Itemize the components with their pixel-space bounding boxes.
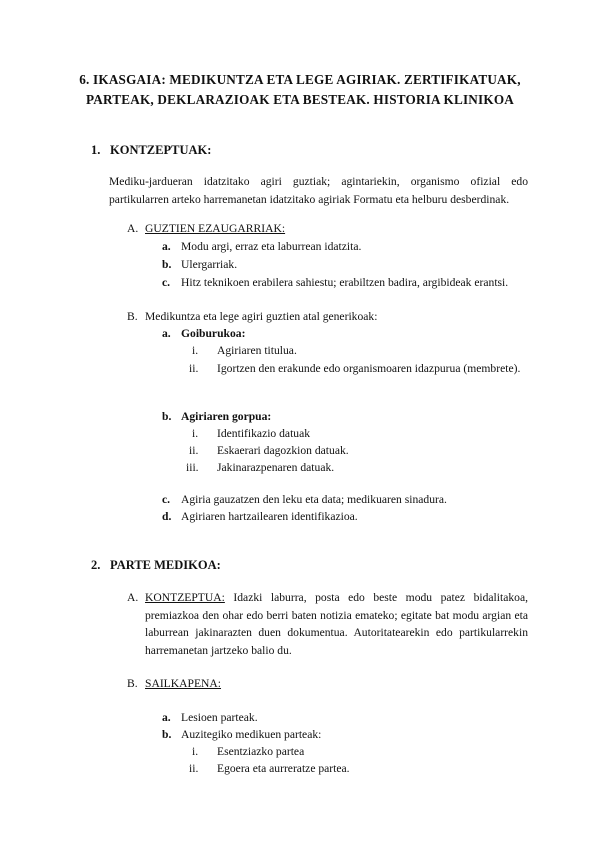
section-2-number: 2. [91, 558, 101, 572]
list-marker: d. [162, 510, 172, 523]
list-item: Agiriaren hartzailearen identifikazioa. [181, 510, 358, 523]
list-marker: b. [162, 728, 172, 741]
list-item: Agiria gauzatzen den leku eta data; medikuaren sinadura. [181, 493, 447, 506]
list-item: Modu argi, erraz eta laburrean idatzita. [181, 240, 362, 253]
section-2-heading: PARTE MEDIKOA: [110, 558, 221, 572]
list-marker: c. [162, 276, 171, 289]
list-item: Hitz teknikoen erabilera sahiestu; erabiltzen badira, argibideak erantsi. [181, 276, 509, 289]
section-1-a-heading: GUZTIEN EZAUGARRIAK: [145, 222, 286, 235]
subsection-heading: Agiriaren gorpua: [181, 410, 272, 423]
roman-marker: i. [192, 427, 199, 440]
section-2-a-heading: KONTZEPTUA: [145, 591, 225, 604]
section-1-b-heading: Medikuntza eta lege agiri guztien atal generikoak: [145, 310, 378, 323]
section-2-b-marker: B. [127, 677, 138, 690]
list-marker: b. [162, 410, 172, 423]
subsection-heading: Goiburukoa: [181, 327, 246, 340]
list-item: Eskaerari dagozkion datuak. [217, 444, 349, 457]
roman-marker: iii. [186, 461, 199, 474]
list-item: Identifikazio datuak [217, 427, 311, 440]
list-item: Esentziazko partea [217, 745, 305, 758]
roman-marker: ii. [189, 762, 199, 775]
list-item: Igortzen den erakunde edo organismoaren idazpurua (membrete). [217, 362, 521, 375]
section-2-a-marker: A. [127, 591, 139, 604]
section-1-heading: KONTZEPTUAK: [110, 143, 212, 157]
section-1-number: 1. [91, 143, 101, 157]
list-marker: a. [162, 240, 171, 253]
list-item: Auzitegiko medikuen parteak: [181, 728, 322, 741]
document-title-line-1: 6. IKASGAIA: MEDIKUNTZA ETA LEGE AGIRIAK. ZERTIFIKATUAK, [79, 72, 521, 87]
section-2-a-text: Idazki laburra, posta edo beste modu patez bidalitakoa, premiazkoa den ohar edo berri baten notizia emateko; egitate bat modu argian eta laburrean jakinarazten duen dokumentua. Autoritatearekin edo partikularrekin harremanetan jartzeko balio du. [145, 591, 528, 657]
list-item: Agiriaren titulua. [217, 344, 297, 357]
list-item: Ulergarriak. [181, 258, 238, 271]
list-item: Egoera eta aurreratze partea. [217, 762, 350, 775]
section-2-b-heading: SAILKAPENA: [145, 677, 222, 690]
section-1-intro: Mediku-jardueran idatzitako agiri guztiak; agintariekin, organismo ofizial edo partikularren arteko harremanetan idatzitako agiriak Formatu eta helburu desberdinak. [109, 175, 528, 206]
list-marker: b. [162, 258, 172, 271]
list-item: Jakinarazpenaren datuak. [217, 461, 335, 474]
list-marker: c. [162, 493, 171, 506]
list-item: Lesioen parteak. [181, 711, 258, 724]
roman-marker: ii. [189, 444, 199, 457]
section-2-a-paragraph [145, 589, 528, 659]
document-title-line-2: PARTEAK, DEKLARAZIOAK ETA BESTEAK. HISTORIA KLINIKOA [86, 92, 514, 107]
section-1-b-marker: B. [127, 310, 138, 323]
roman-marker: ii. [189, 362, 199, 375]
section-1-a-marker: A. [127, 222, 139, 235]
list-marker: a. [162, 711, 171, 724]
roman-marker: i. [192, 344, 199, 357]
roman-marker: i. [192, 745, 199, 758]
list-marker: a. [162, 327, 171, 340]
